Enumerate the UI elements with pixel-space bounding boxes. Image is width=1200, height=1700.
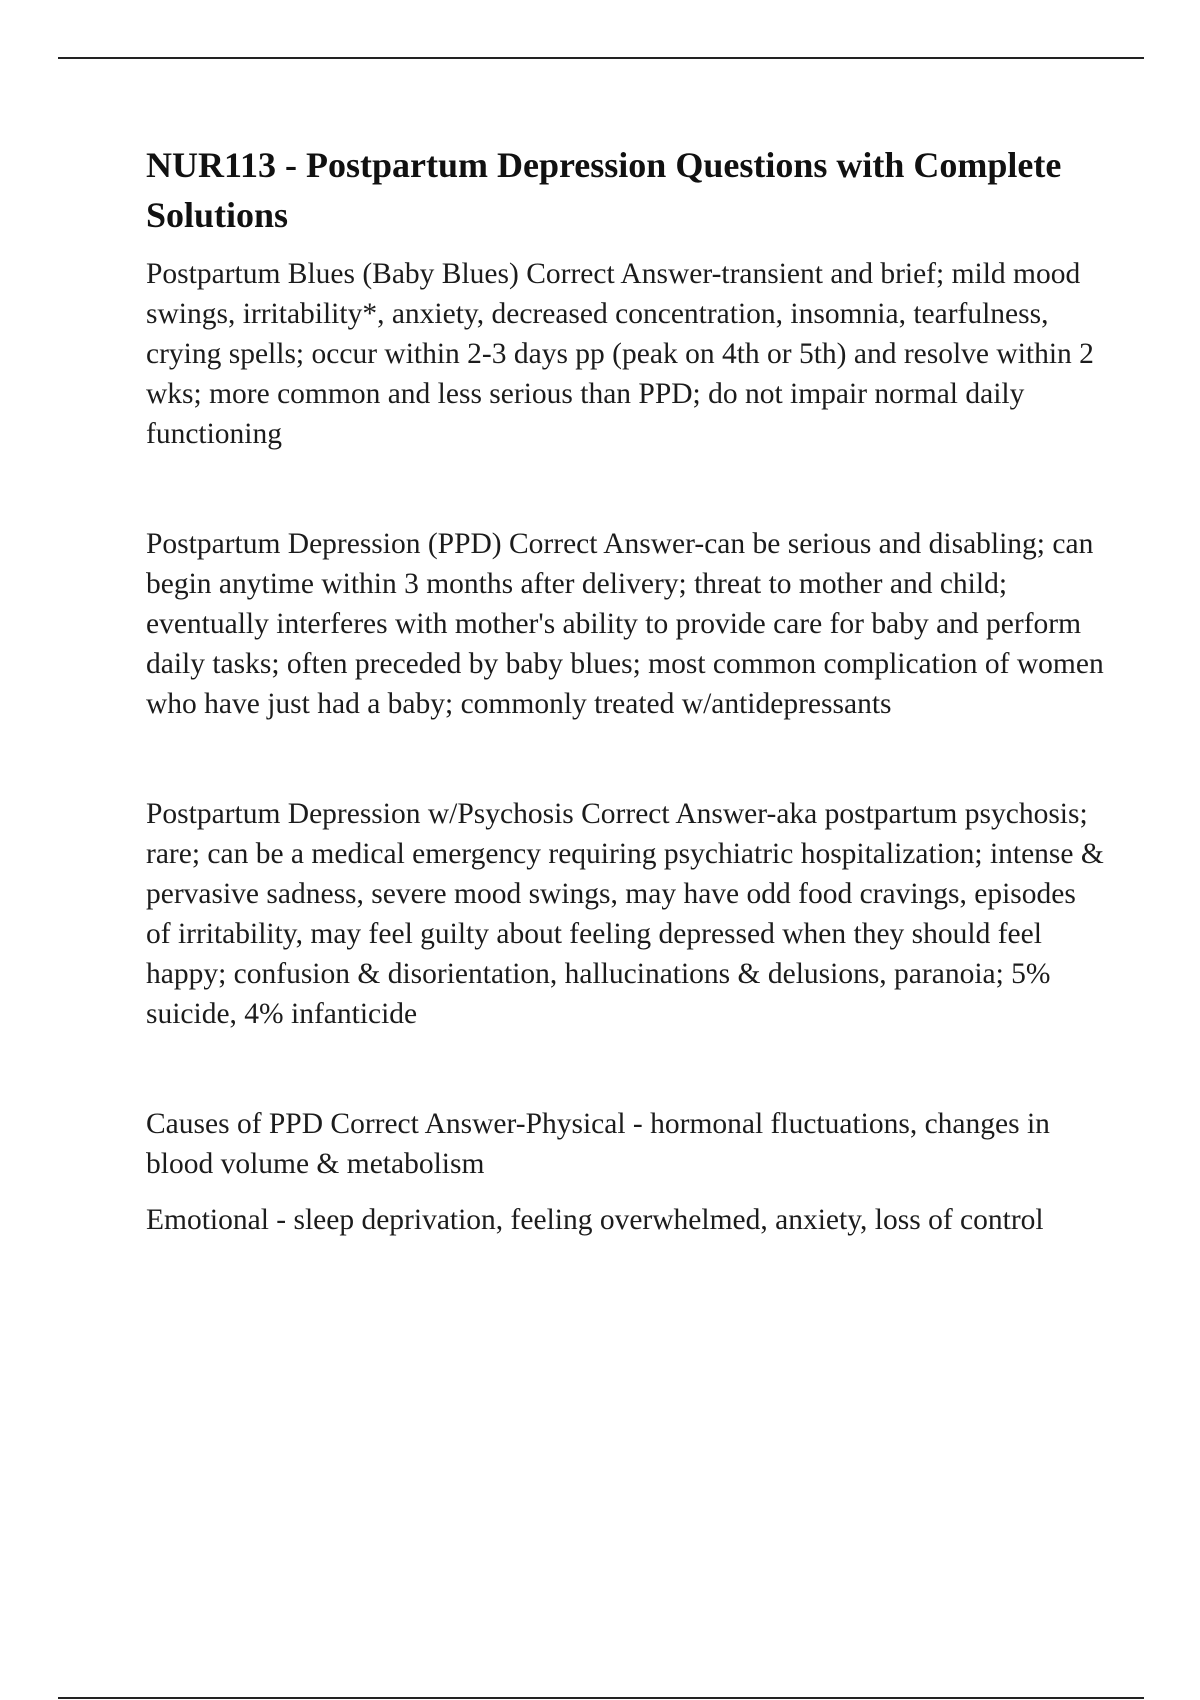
qa-entry-text-continued: Emotional - sleep deprivation, feeling overwhelmed, anxiety, loss of control	[146, 1204, 1044, 1236]
bottom-divider	[58, 1697, 1144, 1699]
qa-entry-text: Postpartum Depression w/Psychosis Correct Answer-aka postpartum psychosis; rare; can be a medical emergency requiring psychiatric hospitalization; intense & pervasive sadness, severe mood swings, may have odd food cravings, episodes of irritability, may feel guilty about feeling depressed when they should feel happy; confusion & disorientation, hallucinations & delusions, paranoia; 5% suicide, 4% infanticide	[146, 798, 1104, 1030]
document-title: NUR113 - Postpartum Depression Questions with Complete Solutions	[146, 145, 1062, 235]
qa-entry-postpartum-depression	[146, 524, 1106, 724]
document-body	[146, 140, 1106, 1240]
qa-entry-text: Postpartum Depression (PPD) Correct Answer-can be serious and disabling; can begin anytime within 3 months after delivery; threat to mother and child; eventually interferes with mother's ability to provide care for baby and perform daily tasks; often preceded by baby blues; most common complication of women who have just had a baby; commonly treated w/antidepressants	[146, 528, 1104, 720]
qa-entry-postpartum-blues	[146, 254, 1106, 454]
top-divider	[58, 57, 1144, 59]
qa-entry-text: Causes of PPD Correct Answer-Physical - hormonal fluctuations, changes in blood volume & metabolism	[146, 1108, 1050, 1180]
qa-entry-ppd-psychosis	[146, 794, 1106, 1034]
qa-entry-causes-of-ppd	[146, 1104, 1106, 1240]
qa-entry-text: Postpartum Blues (Baby Blues) Correct Answer-transient and brief; mild mood swings, irritability*, anxiety, decreased concentration, insomnia, tearfulness, crying spells; occur within 2-3 days pp (peak on 4th or 5th) and resolve within 2 wks; more common and less serious than PPD; do not impair normal daily functioning	[146, 258, 1094, 450]
